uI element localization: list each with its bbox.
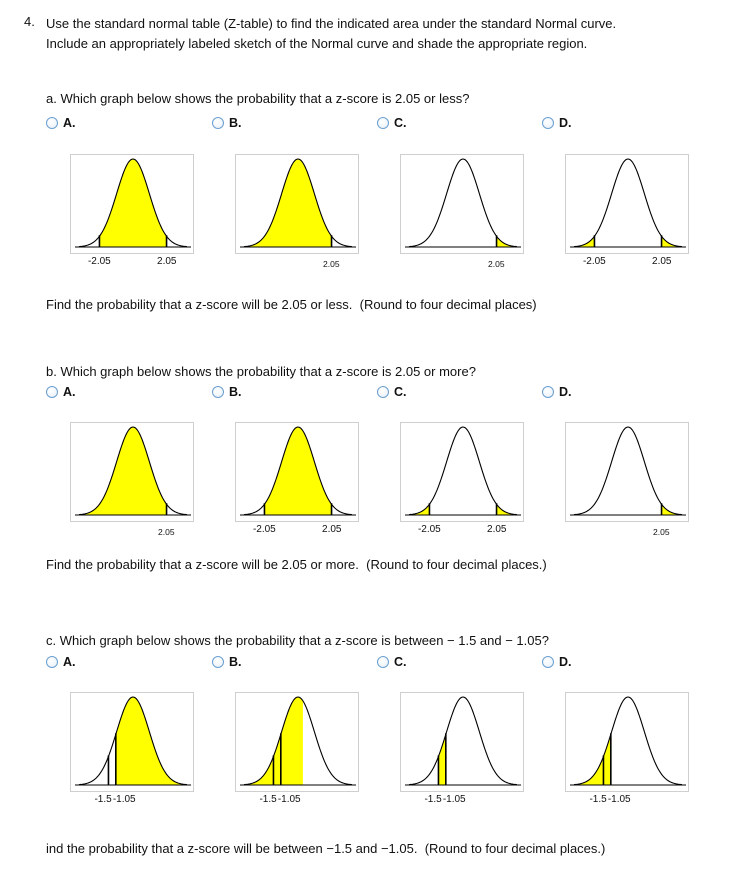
- part-b-find-text: Find the probability that a z-score will be 2.05 or more. (Round to four decimal places.): [46, 557, 547, 572]
- shaded-region: [244, 159, 332, 247]
- z-tick-label: -1.05: [112, 794, 136, 805]
- normal-curve-chart: [236, 155, 360, 255]
- part-c-graph-d: [565, 692, 689, 805]
- normal-curve-chart: [401, 155, 525, 255]
- part-c-graph-b: [235, 692, 359, 805]
- part-c-question: c. Which graph below shows the probability that a z-score is between − 1.5 and − 1.05?: [46, 633, 549, 648]
- part-c-find-text: ind the probability that a z-score will be between −1.5 and −1.05. (Round to four decimal places.): [46, 841, 606, 856]
- part-c-option-c[interactable]: C.: [377, 655, 407, 669]
- z-tick-label: 2.05: [323, 259, 340, 269]
- part-c-option-d[interactable]: D.: [542, 655, 572, 669]
- shaded-region: [264, 427, 331, 515]
- normal-curve-chart: [71, 155, 195, 255]
- normal-curve: [574, 159, 682, 247]
- normal-curve-chart: [566, 155, 690, 255]
- shaded-region: [438, 734, 445, 785]
- z-tick-label: 2.05: [322, 524, 342, 535]
- shaded-region: [99, 159, 166, 247]
- part-a-graph-d: [565, 154, 689, 267]
- normal-curve-chart: [566, 423, 690, 523]
- normal-curve: [409, 427, 517, 515]
- shaded-region: [662, 236, 682, 247]
- part-b-option-b[interactable]: B.: [212, 385, 242, 399]
- normal-curve: [574, 427, 682, 515]
- z-tick-label: -2.05: [417, 524, 441, 535]
- radio-button-icon[interactable]: [212, 656, 224, 668]
- z-tick-label: -1.5: [589, 794, 607, 805]
- z-tick-label: 2.05: [487, 524, 507, 535]
- z-tick-label: -1.05: [277, 794, 301, 805]
- part-a-graph-b: [235, 154, 359, 269]
- part-b-graph-a: [70, 422, 194, 537]
- normal-curve-chart: [236, 423, 360, 523]
- normal-curve-chart: [236, 693, 360, 793]
- normal-curve-chart: [401, 693, 525, 793]
- part-a-option-d[interactable]: D.: [542, 116, 572, 130]
- normal-curve: [409, 697, 517, 785]
- question-number: 4.: [24, 14, 35, 29]
- radio-button-icon[interactable]: [46, 386, 58, 398]
- intro-line-1: Use the standard normal table (Z-table) to find the indicated area under the standard Normal curve.: [46, 16, 617, 31]
- normal-curve: [574, 697, 682, 785]
- shaded-region: [79, 427, 167, 515]
- radio-button-icon[interactable]: [377, 386, 389, 398]
- part-a-graph-a: [70, 154, 194, 267]
- part-c-option-a[interactable]: A.: [46, 655, 76, 669]
- z-tick-label: -2.05: [582, 256, 606, 267]
- normal-curve: [409, 159, 517, 247]
- z-tick-label: 2.05: [488, 259, 505, 269]
- z-tick-label: 2.05: [653, 527, 670, 537]
- part-b-graph-c: [400, 422, 524, 535]
- part-b-question: b. Which graph below shows the probability that a z-score is 2.05 or more?: [46, 364, 476, 379]
- part-b-option-d[interactable]: D.: [542, 385, 572, 399]
- z-tick-label: -2.05: [87, 256, 111, 267]
- z-tick-label: -1.05: [607, 794, 631, 805]
- question-intro: [46, 14, 616, 54]
- shaded-region: [497, 504, 517, 515]
- normal-curve-chart: [401, 423, 525, 523]
- radio-button-icon[interactable]: [46, 656, 58, 668]
- shaded-region: [116, 697, 187, 785]
- z-tick-label: -1.05: [442, 794, 466, 805]
- shaded-region: [574, 236, 594, 247]
- part-b-option-a[interactable]: A.: [46, 385, 76, 399]
- z-tick-label: -1.5: [424, 794, 442, 805]
- intro-line-2: Include an appropriately labeled sketch of the Normal curve and shade the appropriate region.: [46, 36, 588, 51]
- z-tick-label: -1.5: [94, 794, 112, 805]
- radio-button-icon[interactable]: [542, 117, 554, 129]
- z-tick-label: -2.05: [252, 524, 276, 535]
- shaded-region: [409, 504, 429, 515]
- normal-curve-chart: [71, 693, 195, 793]
- part-b-graph-b: [235, 422, 359, 535]
- radio-button-icon[interactable]: [542, 656, 554, 668]
- shaded-region: [497, 236, 517, 247]
- part-a-graph-c: [400, 154, 524, 269]
- part-c-graph-a: [70, 692, 194, 805]
- part-c-graph-c: [400, 692, 524, 805]
- radio-button-icon[interactable]: [46, 117, 58, 129]
- part-c-option-b[interactable]: B.: [212, 655, 242, 669]
- part-a-find-text: Find the probability that a z-score will be 2.05 or less. (Round to four decimal places): [46, 297, 537, 312]
- part-a-option-c[interactable]: C.: [377, 116, 407, 130]
- z-tick-label: 2.05: [158, 527, 175, 537]
- normal-curve-chart: [566, 693, 690, 793]
- z-tick-label: -1.5: [259, 794, 277, 805]
- shaded-region: [662, 504, 682, 515]
- radio-button-icon[interactable]: [212, 117, 224, 129]
- radio-button-icon[interactable]: [377, 117, 389, 129]
- normal-curve-chart: [71, 423, 195, 523]
- radio-button-icon[interactable]: [542, 386, 554, 398]
- part-b-option-c[interactable]: C.: [377, 385, 407, 399]
- z-tick-label: 2.05: [157, 256, 177, 267]
- radio-button-icon[interactable]: [377, 656, 389, 668]
- radio-button-icon[interactable]: [212, 386, 224, 398]
- part-a-option-a[interactable]: A.: [46, 116, 76, 130]
- part-b-graph-d: [565, 422, 689, 537]
- part-a-option-b[interactable]: B.: [212, 116, 242, 130]
- z-tick-label: 2.05: [652, 256, 672, 267]
- part-a-question: a. Which graph below shows the probability that a z-score is 2.05 or less?: [46, 91, 470, 106]
